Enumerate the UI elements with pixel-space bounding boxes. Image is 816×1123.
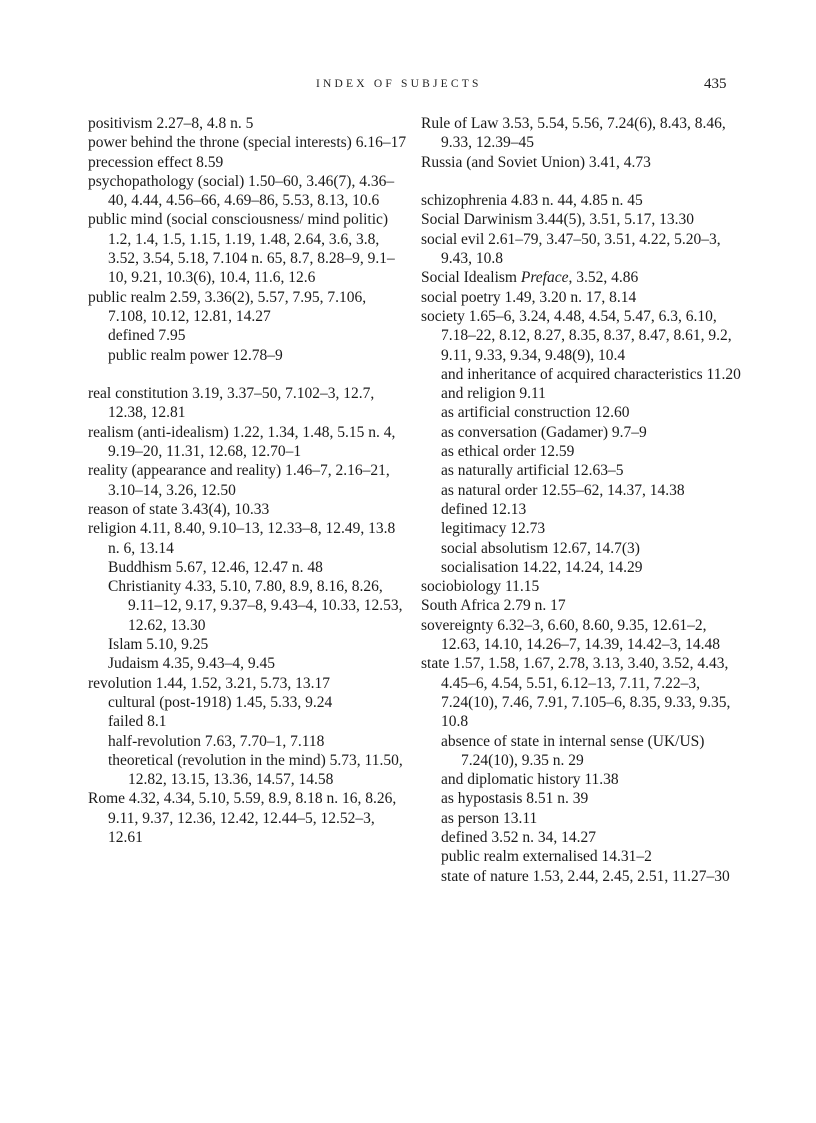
index-subentry: Christianity 4.33, 5.10, 7.80, 8.9, 8.16, 8.26, 9.11–12, 9.17, 9.37–8, 9.43–4, 10.33, 12.53, 12.62, 13.30: [108, 578, 403, 634]
index-locators: 4.11, 8.40, 9.10–13, 12.33–8, 12.49, 13.8 n. 6, 13.14: [108, 520, 396, 557]
index-locators: 1.2, 1.4, 1.5, 1.15, 1.19, 1.48, 2.64, 3.6, 3.8, 3.52, 3.54, 5.18, 7.104 n. 65, 8.7, 8.28–9, 9.1–10, 9.21, 10.3(6), 10.4, 11.6, 12.6: [108, 230, 395, 287]
index-locators: 3.53, 5.54, 5.56, 7.24(6), 8.43, 8.46, 9.33, 12.39–45: [441, 115, 726, 152]
letter-group-gap: [88, 365, 408, 384]
index-heading: precession effect: [88, 153, 193, 171]
index-locators: 3.41, 4.73: [588, 153, 651, 171]
index-heading: society: [421, 307, 465, 325]
running-head-title: INDEX OF SUBJECTS: [316, 78, 482, 90]
index-heading: Rule of Law: [421, 115, 499, 132]
index-heading: Russia (and Soviet Union): [421, 153, 586, 171]
index-entry: [421, 268, 741, 287]
index-subentry: defined 12.13: [441, 500, 527, 518]
index-entry-main: [88, 423, 408, 462]
index-entry-main: [421, 210, 741, 229]
index-locators: 4.32, 4.34, 5.10, 5.59, 8.9, 8.18 n. 16, 8.26, 9.11, 9.37, 12.36, 12.42, 12.44–5, 12.52–3, 12.61: [108, 790, 397, 846]
index-entry: [421, 654, 741, 886]
index-subentry: public realm externalised 14.31–2: [441, 848, 652, 866]
index-entry: [88, 789, 408, 847]
index-entry-main: [421, 307, 741, 365]
page-number: 435: [704, 76, 727, 92]
index-entry-main: [88, 674, 408, 693]
index-subentry: socialisation 14.22, 14.24, 14.29: [441, 558, 643, 576]
index-subentry: defined 3.52 n. 34, 14.27: [441, 828, 596, 846]
index-subentry: absence of state in internal sense (UK/US) 7.24(10), 9.35 n. 29: [441, 732, 705, 769]
index-subentry: as naturally artificial 12.63–5: [441, 462, 624, 480]
index-entry: [88, 210, 408, 287]
index-subentry: failed 8.1: [108, 713, 167, 731]
index-heading: state: [421, 655, 450, 673]
index-entry-main: [421, 268, 741, 287]
index-subentry: cultural (post-1918) 1.45, 5.33, 9.24: [108, 693, 333, 711]
index-heading: social evil: [421, 230, 485, 248]
index-entry: [88, 288, 408, 365]
index-entry-main: [88, 519, 408, 558]
index-subentry: as hypostasis 8.51 n. 39: [441, 790, 589, 808]
index-entry-main: [88, 789, 408, 847]
index-locator-italic: Preface: [520, 269, 569, 287]
index-locators: 6.16–17: [355, 134, 407, 152]
index-locators: 2.79 n. 17: [503, 597, 566, 615]
index-locators: 2.59, 3.36(2), 5.57, 7.95, 7.106, 7.108, 10.12, 12.81, 14.27: [108, 288, 367, 325]
index-subentry: as ethical order 12.59: [441, 443, 575, 461]
running-head: [0, 78, 816, 98]
index-locators: 2.61–79, 3.47–50, 3.51, 4.22, 5.20–3, 9.43, 10.8: [441, 230, 721, 268]
index-entry: [88, 461, 408, 500]
index-entry-main: [421, 153, 741, 172]
index-locators: 1.49, 3.20 n. 17, 8.14: [504, 288, 637, 306]
index-entry-main: [88, 461, 408, 500]
index-locators: 11.15: [504, 578, 540, 596]
index-entry-main: [88, 153, 408, 172]
index-locators: 8.59: [196, 153, 224, 171]
index-locators: 3.19, 3.37–50, 7.102–3, 12.7, 12.38, 12.81: [108, 385, 375, 422]
index-heading: power behind the throne (special interests): [88, 134, 352, 152]
index-subentry: theoretical (revolution in the mind) 5.73, 11.50, 12.82, 13.15, 13.36, 14.57, 14.58: [108, 751, 403, 789]
index-locators: 1.50–60, 3.46(7), 4.36–40, 4.44, 4.56–66, 4.69–86, 5.53, 8.13, 10.6: [108, 172, 395, 210]
index-heading: positivism: [88, 115, 153, 132]
index-heading: Social Idealism: [421, 269, 517, 287]
index-entry-main: [88, 210, 408, 287]
index-entry-main: [88, 172, 408, 211]
index-heading: schizophrenia: [421, 192, 508, 210]
index-subentry: state of nature 1.53, 2.44, 2.45, 2.51, 11.27–30: [441, 867, 730, 885]
index-locators: 1.22, 1.34, 1.48, 5.15 n. 4, 9.19–20, 11.31, 12.68, 12.70–1: [108, 423, 396, 461]
index-column-left: [88, 114, 408, 847]
letter-group-gap: [421, 172, 741, 191]
index-entry: [421, 210, 741, 229]
index-entry-main: [421, 654, 741, 731]
index-entry: [421, 577, 741, 596]
index-entry: [88, 133, 408, 152]
index-locators: 1.44, 1.52, 3.21, 5.73, 13.17: [155, 674, 330, 692]
index-subentry: as person 13.11: [441, 809, 538, 827]
index-heading: sociobiology: [421, 578, 502, 596]
index-locators: 1.46–7, 2.16–21, 3.10–14, 3.26, 12.50: [108, 462, 390, 499]
index-locators: 3.44(5), 3.51, 5.17, 13.30: [536, 211, 694, 229]
index-entry: [88, 500, 408, 519]
index-locators: 2.27–8, 4.8 n. 5: [156, 115, 254, 132]
index-entry: [421, 153, 741, 172]
index-entry-main: [88, 133, 408, 152]
index-subentry: and inheritance of acquired characteristics 11.20: [441, 365, 741, 383]
index-entry: [421, 191, 741, 210]
index-subentry: social absolutism 12.67, 14.7(3): [441, 539, 640, 557]
index-subentry: Buddhism 5.67, 12.46, 12.47 n. 48: [108, 558, 323, 576]
index-entry: [88, 519, 408, 673]
index-entry: [88, 674, 408, 790]
index-subentry: defined 7.95: [108, 327, 186, 345]
index-entry: [88, 423, 408, 462]
index-entry: [421, 288, 741, 307]
index-entry: [421, 114, 741, 153]
index-subentry: legitimacy 12.73: [441, 520, 546, 538]
index-heading: Rome: [88, 790, 126, 808]
index-subentry: as conversation (Gadamer) 9.7–9: [441, 423, 647, 441]
index-heading: revolution: [88, 674, 152, 692]
index-entry-main: [421, 596, 741, 615]
index-subentry: public realm power 12.78–9: [108, 346, 283, 364]
index-entry-main: [88, 384, 408, 423]
index-subentry: Islam 5.10, 9.25: [108, 636, 209, 654]
index-entry-main: [421, 114, 741, 153]
index-entry-main: [421, 191, 741, 210]
index-heading: South Africa: [421, 597, 500, 615]
index-entry-main: [421, 230, 741, 269]
index-entry: [88, 172, 408, 211]
index-entry-main: [88, 288, 408, 327]
index-heading: reason of state: [88, 500, 178, 518]
index-entry: [421, 307, 741, 577]
index-locators: 6.32–3, 6.60, 8.60, 9.35, 12.61–2, 12.63, 14.10, 14.26–7, 14.39, 14.42–3, 14.48: [441, 616, 720, 654]
index-entry: [88, 114, 408, 133]
index-subentry: and religion 9.11: [441, 385, 546, 403]
index-entry-main: [88, 500, 408, 519]
index-heading: social poetry: [421, 288, 501, 306]
index-locators: 1.65–6, 3.24, 4.48, 4.54, 5.47, 6.3, 6.10, 7.18–22, 8.12, 8.27, 8.35, 8.37, 8.47, 8.61, 9.2, 9.11, 9.33, 9.34, 9.48(9), 10.4: [441, 307, 732, 364]
index-heading: psychopathology (social): [88, 172, 245, 190]
index-entry: [88, 384, 408, 423]
index-heading: realism (anti-idealism): [88, 423, 229, 441]
index-heading: public mind (social consciousness/ mind politic): [88, 211, 389, 229]
index-entry: [421, 616, 741, 655]
index-locators: , 3.52, 4.86: [568, 269, 639, 287]
index-heading: sovereignty: [421, 616, 494, 634]
index-heading: real constitution: [88, 385, 189, 403]
index-subentry: as natural order 12.55–62, 14.37, 14.38: [441, 481, 685, 499]
index-heading: Social Darwinism: [421, 211, 533, 229]
index-subentry: as artificial construction 12.60: [441, 404, 630, 422]
index-entry-main: [88, 114, 408, 133]
index-entry-main: [421, 288, 741, 307]
index-heading: reality (appearance and reality): [88, 462, 282, 480]
index-column-right: [421, 114, 741, 886]
index-subentry: half-revolution 7.63, 7.70–1, 7.118: [108, 732, 325, 750]
index-entry-main: [421, 616, 741, 655]
index-heading: public realm: [88, 288, 166, 306]
index-entry: [88, 153, 408, 172]
index-locators: 3.43(4), 10.33: [181, 500, 270, 518]
index-subentry: and diplomatic history 11.38: [441, 771, 619, 789]
index-locators: 1.57, 1.58, 1.67, 2.78, 3.13, 3.40, 3.52, 4.43, 4.45–6, 4.54, 5.51, 6.12–13, 7.11, 7.22–3, 7.24(10), 7.46, 7.91, 7.105–6, 8.35, 9.33, 9.35, 10.8: [441, 655, 731, 731]
index-subentry: Judaism 4.35, 9.43–4, 9.45: [108, 655, 276, 673]
index-heading: religion: [88, 520, 137, 538]
index-entry: [421, 230, 741, 269]
index-entry-main: [421, 577, 741, 596]
index-entry: [421, 596, 741, 615]
index-locators: 4.83 n. 44, 4.85 n. 45: [510, 192, 643, 210]
